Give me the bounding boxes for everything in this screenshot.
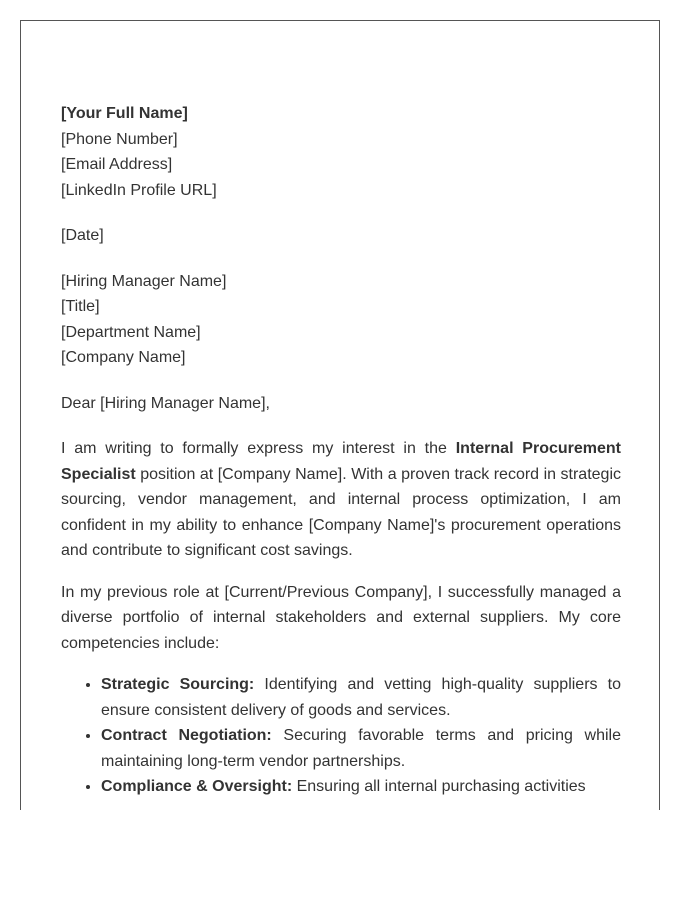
- sender-block: [61, 101, 621, 203]
- competency-text: Securing favorable terms and pricing while maintaining long-term vendor partnerships.: [101, 727, 621, 770]
- sender-linkedin: [LinkedIn Profile URL]: [61, 181, 217, 199]
- experience-paragraph: In my previous role at [Current/Previous Company], I successfully managed a diverse portfolio of internal stakeholders and external suppliers. My core competencies include:: [61, 583, 621, 652]
- intro-paragraph: [61, 436, 621, 564]
- intro-lead: I am writing to formally express my interest in the: [61, 440, 456, 457]
- competencies-list: [61, 672, 621, 800]
- letter-date: [Date]: [61, 227, 104, 244]
- letter-content: [61, 101, 621, 800]
- position-title: Internal Procurement Specialist: [61, 440, 621, 483]
- salutation-block: [61, 391, 621, 417]
- letter-page: [20, 20, 660, 810]
- competency-title: Compliance & Oversight:: [101, 778, 293, 795]
- intro-rest: position at [Company Name]. With a proven track record in strategic sourcing, vendor management, and internal process optimization, I am confident in my ability to enhance [Company Name]'s procurement operations and contribute to significant cost savings.: [61, 465, 621, 559]
- competency-text: Identifying and vetting high-quality suppliers to ensure consistent delivery of goods and services.: [101, 676, 621, 719]
- salutation: Dear [Hiring Manager Name],: [61, 394, 270, 412]
- list-item: [101, 774, 621, 800]
- list-item: [101, 723, 621, 774]
- competency-text: Ensuring all internal purchasing activities: [292, 778, 586, 795]
- sender-name: [Your Full Name]: [61, 105, 188, 122]
- competency-title: Strategic Sourcing:: [101, 676, 255, 693]
- sender-phone: [Phone Number]: [61, 130, 178, 148]
- recipient-company: [Company Name]: [61, 349, 186, 366]
- recipient-title: [Title]: [61, 298, 100, 315]
- recipient-block: [61, 269, 621, 371]
- recipient-manager: [Hiring Manager Name]: [61, 272, 227, 290]
- recipient-department: [Department Name]: [61, 323, 201, 341]
- date-block: [61, 223, 621, 249]
- sender-email: [Email Address]: [61, 156, 173, 173]
- list-item: [101, 672, 621, 723]
- competency-title: Contract Negotiation:: [101, 727, 272, 744]
